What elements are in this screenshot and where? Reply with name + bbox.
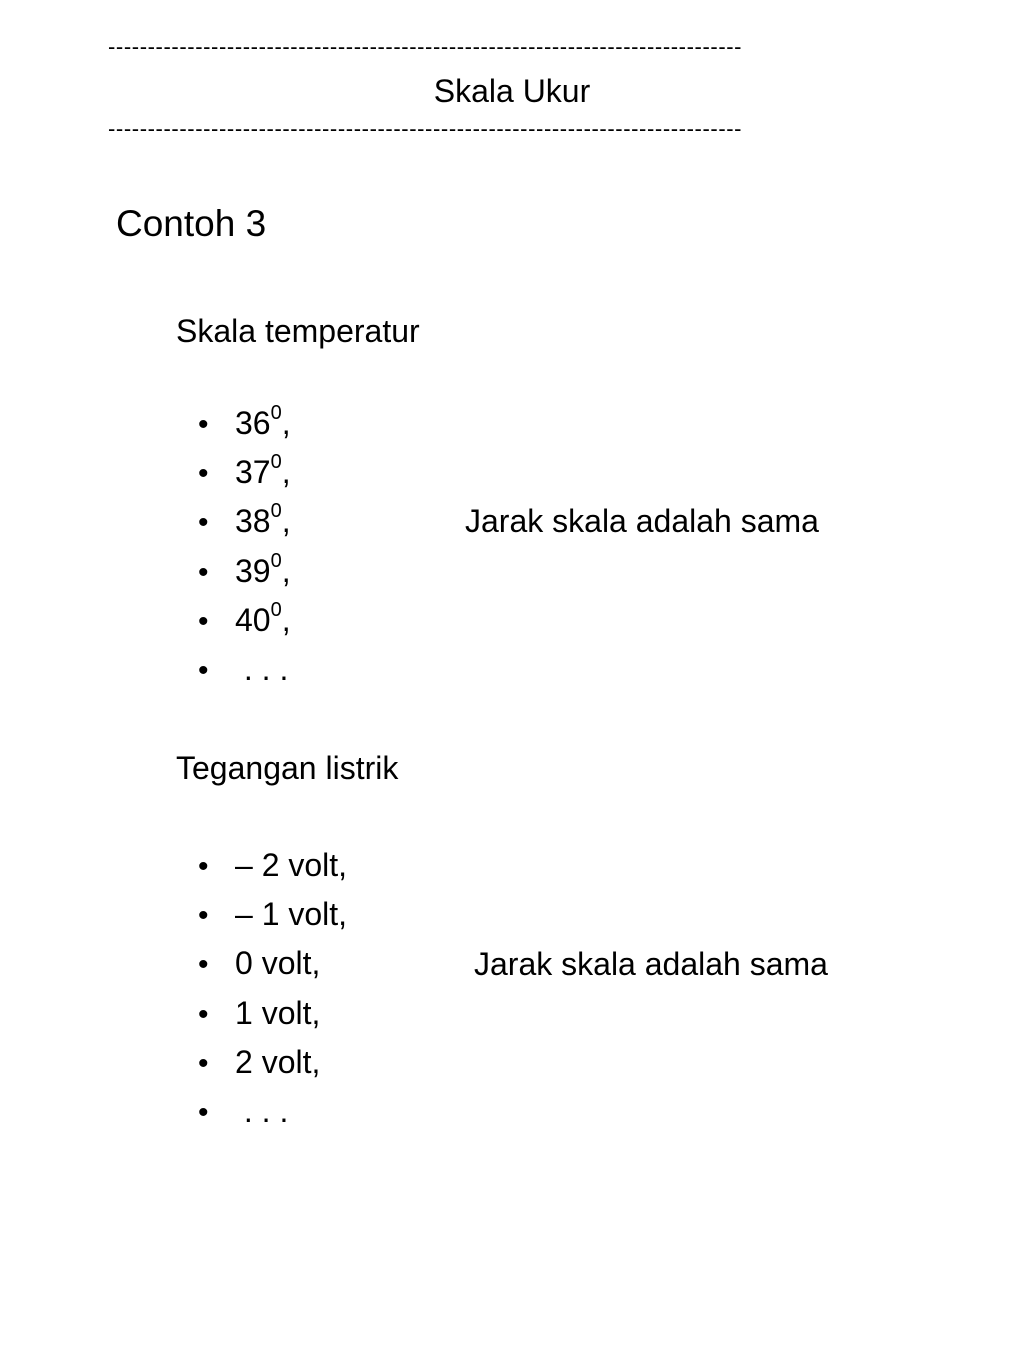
bullet-icon: •	[198, 850, 209, 883]
list-item: • – 2 volt,	[198, 846, 347, 895]
list-item: • 2 volt,	[198, 1043, 347, 1092]
list-item: • . . .	[198, 650, 291, 699]
header-title: Skala Ukur	[433, 73, 591, 109]
bullet-icon: •	[198, 457, 209, 491]
bullet-icon: •	[198, 604, 209, 638]
temperature-list	[198, 404, 291, 699]
bullet-icon: •	[198, 506, 209, 540]
degree-superscript: 0	[270, 549, 282, 572]
header-rule-bottom: --------------------------------------------------------------------------------	[108, 116, 743, 141]
list-item: • $37^0$,	[198, 453, 291, 502]
degree-superscript: 0	[270, 402, 282, 424]
header-rule-top: --------------------------------------------------------------------------------	[108, 34, 743, 59]
list-item: • – 1 volt,	[198, 895, 347, 944]
bullet-icon: •	[198, 948, 209, 982]
degree-superscript: 0	[270, 598, 282, 621]
degree-superscript: 0	[270, 451, 282, 474]
bullet-icon: •	[198, 1095, 209, 1129]
temperature-note: Jarak skala adalah sama	[465, 503, 819, 539]
example-title: Contoh 3	[116, 203, 267, 244]
list-item: • $38^0$,	[198, 502, 291, 551]
list-item: • $36^0$,	[198, 404, 291, 453]
voltage-note: Jarak skala adalah sama	[474, 946, 828, 982]
voltage-list	[198, 846, 347, 1141]
bullet-icon: •	[198, 555, 209, 589]
list-item: • 0 volt,	[198, 944, 347, 993]
list-item: • 1 volt,	[198, 994, 347, 1043]
section-title-temperature: Skala temperatur	[176, 313, 420, 349]
section-title-voltage: Tegangan listrik	[176, 750, 399, 786]
bullet-icon: •	[198, 899, 209, 933]
bullet-icon: •	[198, 997, 209, 1031]
list-item: • $39^0$,	[198, 552, 291, 601]
bullet-icon: •	[198, 653, 209, 687]
list-item: • $40^0$,	[198, 601, 291, 650]
list-item: • . . .	[198, 1092, 347, 1141]
bullet-icon: •	[198, 1046, 209, 1080]
bullet-icon: •	[198, 408, 209, 441]
degree-superscript: 0	[270, 500, 282, 523]
